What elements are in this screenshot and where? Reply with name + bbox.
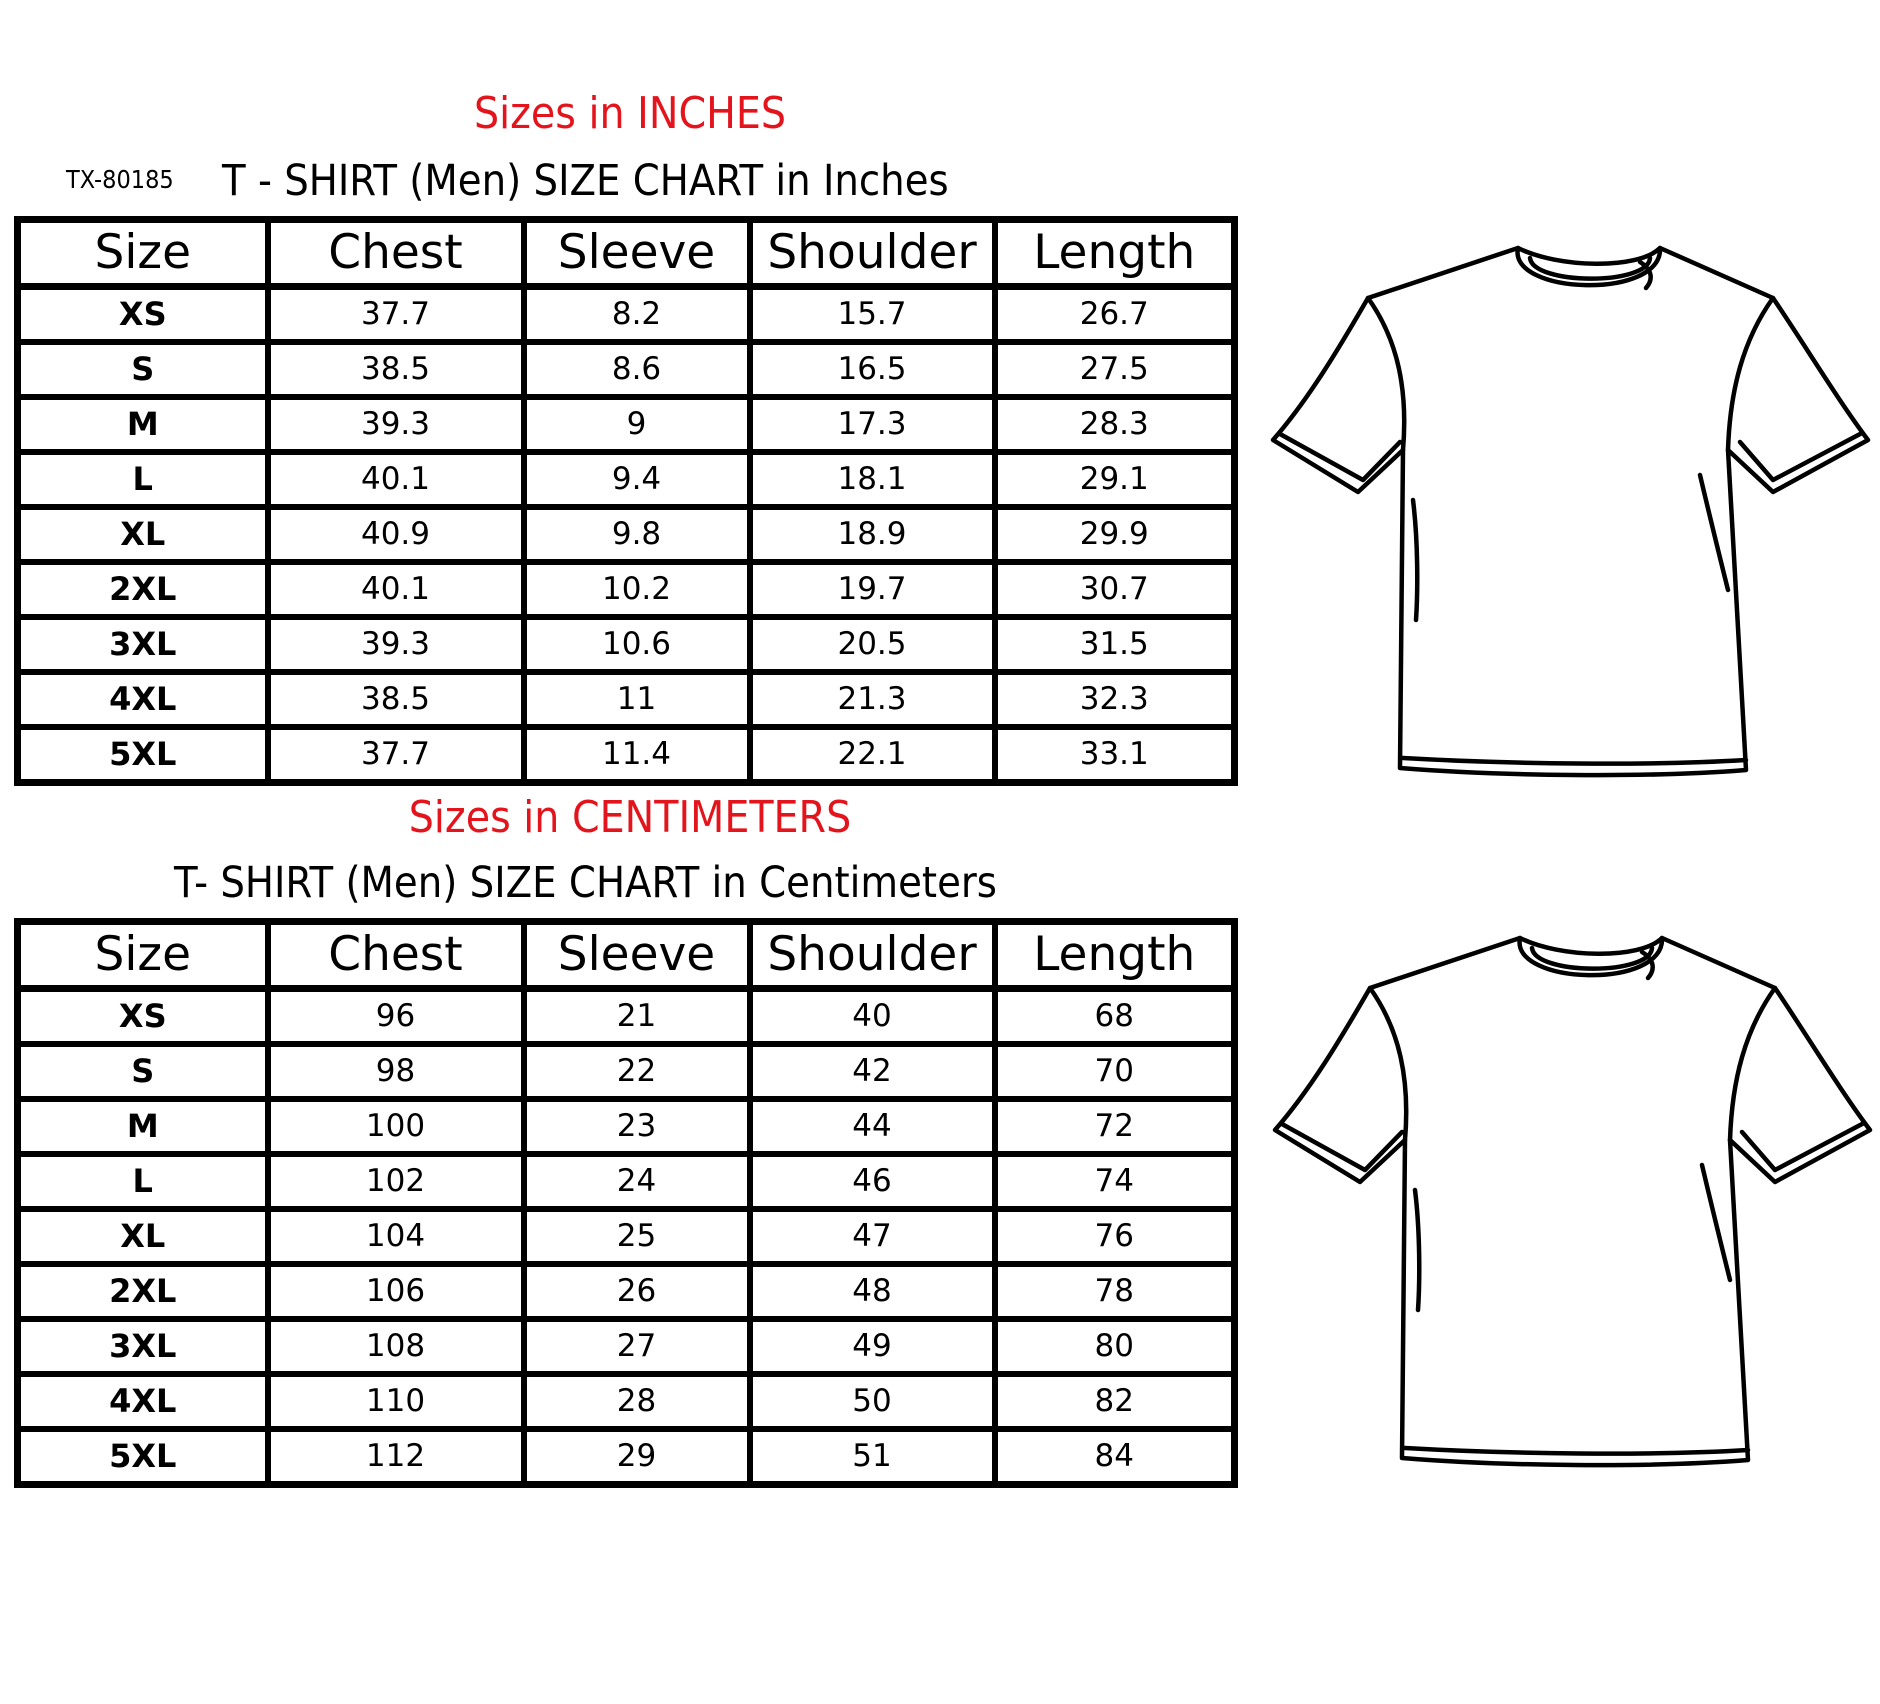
measurement-cell: 40.1 <box>268 452 524 507</box>
cm-heading: Sizes in CENTIMETERS <box>408 792 852 843</box>
table-row <box>18 1264 1235 1319</box>
column-header-sleeve: Sleeve <box>524 922 750 989</box>
measurement-cell: 15.7 <box>750 287 995 343</box>
measurement-cell: 27.5 <box>995 342 1235 397</box>
measurement-cell: 40.1 <box>268 562 524 617</box>
size-label: 3XL <box>18 617 268 672</box>
cm-size-table <box>14 918 1238 1488</box>
inches-size-table <box>14 216 1238 786</box>
measurement-cell: 40.9 <box>268 507 524 562</box>
measurement-cell: 42 <box>750 1044 995 1099</box>
column-header-chest: Chest <box>268 922 524 989</box>
table-row <box>18 1319 1235 1374</box>
table-row <box>18 1154 1235 1209</box>
size-label: M <box>18 1099 268 1154</box>
size-label: 4XL <box>18 1374 268 1429</box>
table-row <box>18 342 1235 397</box>
measurement-cell: 40 <box>750 989 995 1045</box>
table-row <box>18 672 1235 727</box>
measurement-cell: 29.9 <box>995 507 1235 562</box>
measurement-cell: 37.7 <box>268 287 524 343</box>
measurement-cell: 84 <box>1094 1438 1134 1474</box>
size-label: 2XL <box>18 1264 268 1319</box>
measurement-cell: 49 <box>750 1319 995 1374</box>
measurement-cell: 8.2 <box>524 287 750 343</box>
size-label: XL <box>18 507 268 562</box>
measurement-cell: 22.1 <box>750 727 995 783</box>
measurement-cell: 38.5 <box>268 342 524 397</box>
measurement-cell: 11.4 <box>524 727 750 783</box>
measurement-cell: 18.9 <box>750 507 995 562</box>
size-label: 5XL <box>18 1429 268 1485</box>
table-row <box>18 617 1235 672</box>
size-label: XS <box>18 989 268 1045</box>
measurement-cell: 17.3 <box>750 397 995 452</box>
measurement-cell: 20.5 <box>750 617 995 672</box>
measurement-cell: 24 <box>524 1154 750 1209</box>
measurement-cell: 25 <box>524 1209 750 1264</box>
measurement-cell: 26 <box>524 1264 750 1319</box>
measurement-cell: 39.3 <box>268 397 524 452</box>
measurement-cell: 80 <box>995 1319 1235 1374</box>
column-header-sleeve: Sleeve <box>524 220 750 287</box>
column-header-shoulder: Shoulder <box>750 922 995 989</box>
table-row <box>18 452 1235 507</box>
measurement-cell: 112 <box>268 1429 524 1485</box>
measurement-cell: 27 <box>524 1319 750 1374</box>
measurement-cell: 106 <box>268 1264 524 1319</box>
table-row <box>18 287 1235 343</box>
column-header-chest: Chest <box>268 220 524 287</box>
measurement-cell: 76 <box>995 1209 1235 1264</box>
measurement-cell: 16.5 <box>750 342 995 397</box>
measurement-cell: 39.3 <box>268 617 524 672</box>
measurement-cell: 9 <box>524 397 750 452</box>
size-label: 4XL <box>18 672 268 727</box>
measurement-cell: 50 <box>750 1374 995 1429</box>
measurement-cell: 10.2 <box>524 562 750 617</box>
measurement-cell: 48 <box>750 1264 995 1319</box>
column-header-size: Size <box>18 922 268 989</box>
measurement-cell: 11 <box>524 672 750 727</box>
table-row <box>18 562 1235 617</box>
measurement-cell: 72 <box>995 1099 1235 1154</box>
measurement-cell: 46 <box>750 1154 995 1209</box>
size-label: S <box>18 1044 268 1099</box>
inches-heading: Sizes in INCHES <box>473 88 787 139</box>
measurement-cell: 74 <box>995 1154 1235 1209</box>
measurement-cell: 10.6 <box>524 617 750 672</box>
measurement-cell: 21.3 <box>750 672 995 727</box>
measurement-cell: 108 <box>268 1319 524 1374</box>
table-row <box>18 507 1235 562</box>
table-row <box>18 1429 1235 1485</box>
measurement-cell: 37.7 <box>268 727 524 783</box>
measurement-cell: 9.8 <box>524 507 750 562</box>
size-label: S <box>18 342 268 397</box>
measurement-cell: 110 <box>268 1374 524 1429</box>
measurement-cell: 98 <box>268 1044 524 1099</box>
measurement-cell: 82 <box>995 1374 1235 1429</box>
size-label: XL <box>18 1209 268 1264</box>
measurement-cell: 38.5 <box>268 672 524 727</box>
table-row <box>18 1374 1235 1429</box>
table-row <box>18 1044 1235 1099</box>
table-row <box>18 727 1235 783</box>
measurement-cell: 29.1 <box>995 452 1235 507</box>
tshirt-outline-icon <box>1270 930 1880 1470</box>
table-row <box>18 397 1235 452</box>
measurement-cell: 28 <box>524 1374 750 1429</box>
measurement-cell: 100 <box>268 1099 524 1154</box>
measurement-cell: 9.4 <box>524 452 750 507</box>
tshirt-outline-icon <box>1268 240 1878 780</box>
product-code: TX-80185 <box>66 165 174 194</box>
column-header-length: Length <box>995 922 1235 989</box>
measurement-cell: 70 <box>995 1044 1235 1099</box>
size-label: 5XL <box>18 727 268 783</box>
column-header-size: Size <box>18 220 268 287</box>
measurement-cell: 44 <box>750 1099 995 1154</box>
measurement-cell: 8.6 <box>524 342 750 397</box>
measurement-cell: 28.3 <box>995 397 1235 452</box>
measurement-cell: 22 <box>524 1044 750 1099</box>
measurement-cell: 96 <box>268 989 524 1045</box>
table-row <box>18 1099 1235 1154</box>
measurement-cell: 19.7 <box>750 562 995 617</box>
measurement-cell: 23 <box>524 1099 750 1154</box>
measurement-cell: 104 <box>268 1209 524 1264</box>
size-label: XS <box>18 287 268 343</box>
inches-chart-title: T - SHIRT (Men) SIZE CHART in Inches <box>222 156 949 206</box>
cm-chart-title: T- SHIRT (Men) SIZE CHART in Centimeters <box>174 858 997 908</box>
measurement-cell: 33.1 <box>1079 736 1149 772</box>
size-label: L <box>18 1154 268 1209</box>
table-row <box>18 1209 1235 1264</box>
size-label: 3XL <box>18 1319 268 1374</box>
measurement-cell: 26.7 <box>995 287 1235 343</box>
measurement-cell: 30.7 <box>995 562 1235 617</box>
measurement-cell: 102 <box>268 1154 524 1209</box>
column-header-shoulder: Shoulder <box>750 220 995 287</box>
measurement-cell: 78 <box>995 1264 1235 1319</box>
table-row <box>18 989 1235 1045</box>
column-header-length: Length <box>995 220 1235 287</box>
measurement-cell: 21 <box>524 989 750 1045</box>
size-label: M <box>18 397 268 452</box>
measurement-cell: 68 <box>995 989 1235 1045</box>
measurement-cell: 47 <box>750 1209 995 1264</box>
size-label: 2XL <box>18 562 268 617</box>
measurement-cell: 18.1 <box>750 452 995 507</box>
size-label: L <box>18 452 268 507</box>
measurement-cell: 32.3 <box>995 672 1235 727</box>
measurement-cell: 29 <box>524 1429 750 1485</box>
measurement-cell: 51 <box>750 1429 995 1485</box>
measurement-cell: 31.5 <box>995 617 1235 672</box>
